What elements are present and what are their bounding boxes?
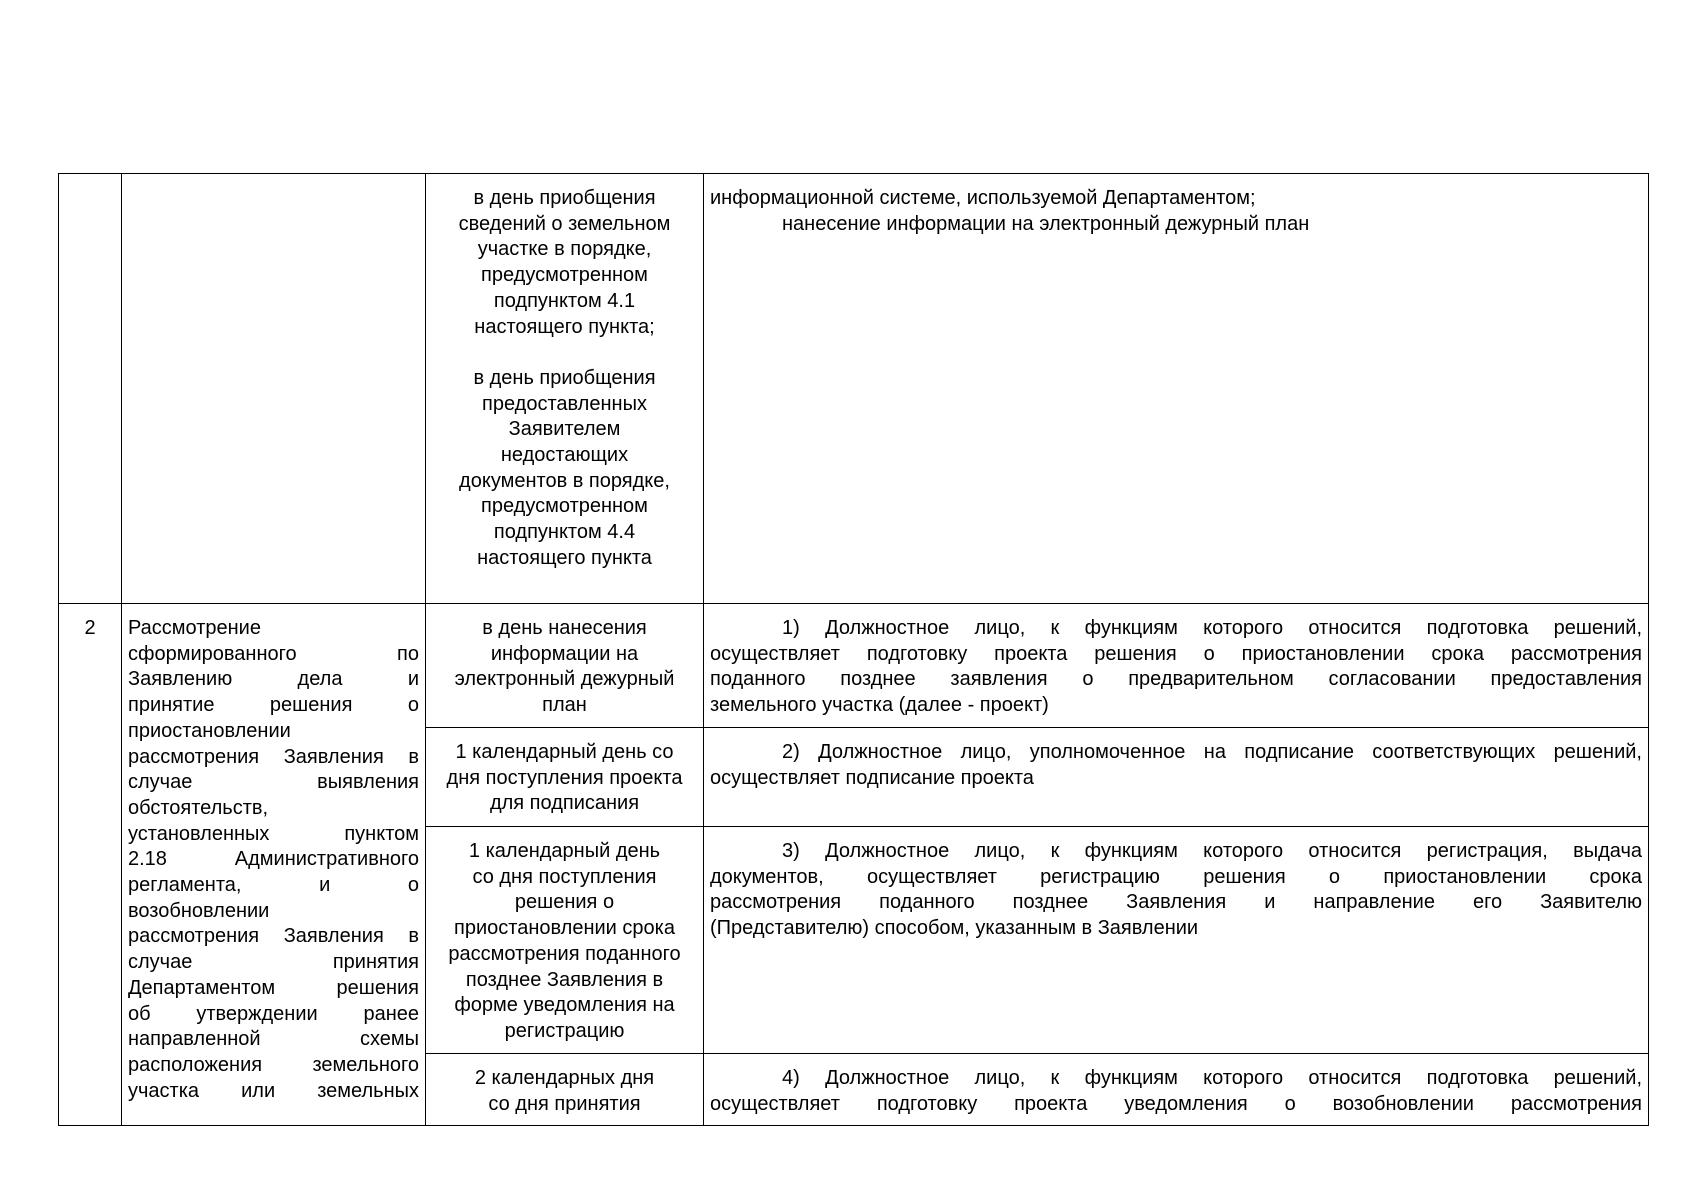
description-cell [704, 604, 1649, 728]
title-line: возобновлении [128, 899, 270, 922]
title-line: регламента, и о [128, 874, 419, 897]
description-line: 3) Должностное лицо, к функциям которого относится регистрация, выдача [782, 840, 1642, 862]
step-title-cell [122, 604, 426, 1126]
term-line: регистрацию [504, 1019, 625, 1042]
procedure-table [58, 173, 1649, 1126]
title-line: расположения земельного [128, 1053, 419, 1076]
description-line: рассмотрения поданного позднее Заявления и направление его Заявителю [710, 891, 1642, 914]
description-line: 2) Должностное лицо, уполномоченное на подписание соответствующих решений, [782, 741, 1642, 763]
title-line: обстоятельств, [128, 796, 269, 819]
title-line: приостановлении [128, 719, 291, 742]
term-line: 1 календарный день [468, 840, 661, 862]
term-line: форме уведомления на [454, 994, 675, 1017]
description-line: информационной системе, используемой Департаментом; [710, 187, 1256, 209]
description-line: (Представителю) способом, указанным в Заявлении [710, 917, 1199, 940]
term-line: приостановлении срока [454, 917, 675, 940]
description-line: поданного позднее заявления о предварительном согласовании предоставления [710, 668, 1642, 691]
term-line: 2 календарных дня [474, 1067, 655, 1089]
title-line: принятие решения о [128, 694, 419, 717]
term-line: 1 календарный день со [455, 741, 674, 763]
term-line: план [542, 694, 587, 717]
description-line: 4) Должностное лицо, к функциям которого относится подготовка решений, [782, 1067, 1642, 1089]
description-line: документов, осуществляет регистрацию решения о приостановлении срока [710, 865, 1642, 888]
description-cell [704, 1054, 1649, 1126]
term-line: со дня принятия [488, 1092, 641, 1115]
title-line: рассмотрения Заявления в [128, 925, 419, 948]
term-line: предусмотренном [481, 495, 648, 518]
term-cell [426, 174, 704, 604]
term-line: для подписания [489, 792, 640, 815]
term-line: рассмотрения поданного [448, 942, 681, 965]
term-line: электронный дежурный [454, 668, 675, 691]
term-line: со дня поступления [472, 865, 657, 888]
title-line: участка или земельных [128, 1079, 419, 1102]
term-line: дня поступления проекта [446, 766, 683, 789]
term-cell [426, 604, 704, 728]
paragraph-gap [432, 340, 697, 366]
description-line: осуществляет подготовку проекта уведомления о возобновлении рассмотрения [710, 1092, 1642, 1115]
step-title-cell [122, 174, 426, 604]
term-line: недостающих [500, 444, 629, 467]
title-line: 2.18 Административного [128, 848, 419, 871]
title-line: направленной схемы [128, 1028, 419, 1051]
term-line: настоящего пункта; [474, 315, 655, 338]
title-line: установленных пунктом [128, 822, 419, 845]
title-line: случае принятия [128, 951, 419, 974]
description-cell [704, 174, 1649, 604]
term-line: сведений о земельном [458, 212, 671, 235]
description-line: 1) Должностное лицо, к функциям которого относится подготовка решений, [782, 617, 1642, 639]
row-number-cell: 2 [59, 604, 122, 1126]
title-line: случае выявления [128, 771, 419, 794]
title-line: рассмотрения Заявления в [128, 745, 419, 768]
row-number-cell [59, 174, 122, 604]
description-line: земельного участка (далее - проект) [710, 694, 1049, 717]
description-line: осуществляет подписание проекта [710, 766, 1034, 789]
description-line: нанесение информации на электронный дежурный план [782, 212, 1310, 235]
term-cell [426, 827, 704, 1054]
title-line: об утверждении ранее [128, 1002, 419, 1025]
description-cell [704, 827, 1649, 1054]
title-line: Заявлению дела и [128, 668, 419, 691]
term-line: подпунктом 4.1 [493, 289, 636, 312]
table-row [59, 174, 1649, 604]
term-line: предоставленных [482, 392, 647, 415]
title-line: Рассмотрение [128, 617, 261, 639]
term-line: информации на [490, 642, 639, 665]
title-line: Департаментом решения [128, 976, 419, 999]
description-line: осуществляет подготовку проекта решения о приостановлении срока рассмотрения [710, 642, 1642, 665]
term-line: предусмотренном [481, 264, 648, 287]
term-line: Заявителем [508, 418, 621, 441]
term-line: позднее Заявления в [465, 968, 664, 991]
table-row [59, 604, 1649, 728]
term-line: подпунктом 4.4 [493, 521, 636, 544]
title-line: сформированного по [128, 642, 419, 665]
term-line: решения о [514, 891, 615, 914]
term-cell [426, 728, 704, 827]
term-line: в день приобщения [473, 187, 656, 209]
term-cell [426, 1054, 704, 1126]
term-line: в день нанесения [482, 617, 647, 639]
term-line: участке в порядке, [477, 238, 652, 261]
term-line: настоящего пункта [477, 546, 652, 569]
description-cell [704, 728, 1649, 827]
term-line: в день приобщения [473, 366, 656, 389]
term-line: документов в порядке, [459, 469, 670, 492]
